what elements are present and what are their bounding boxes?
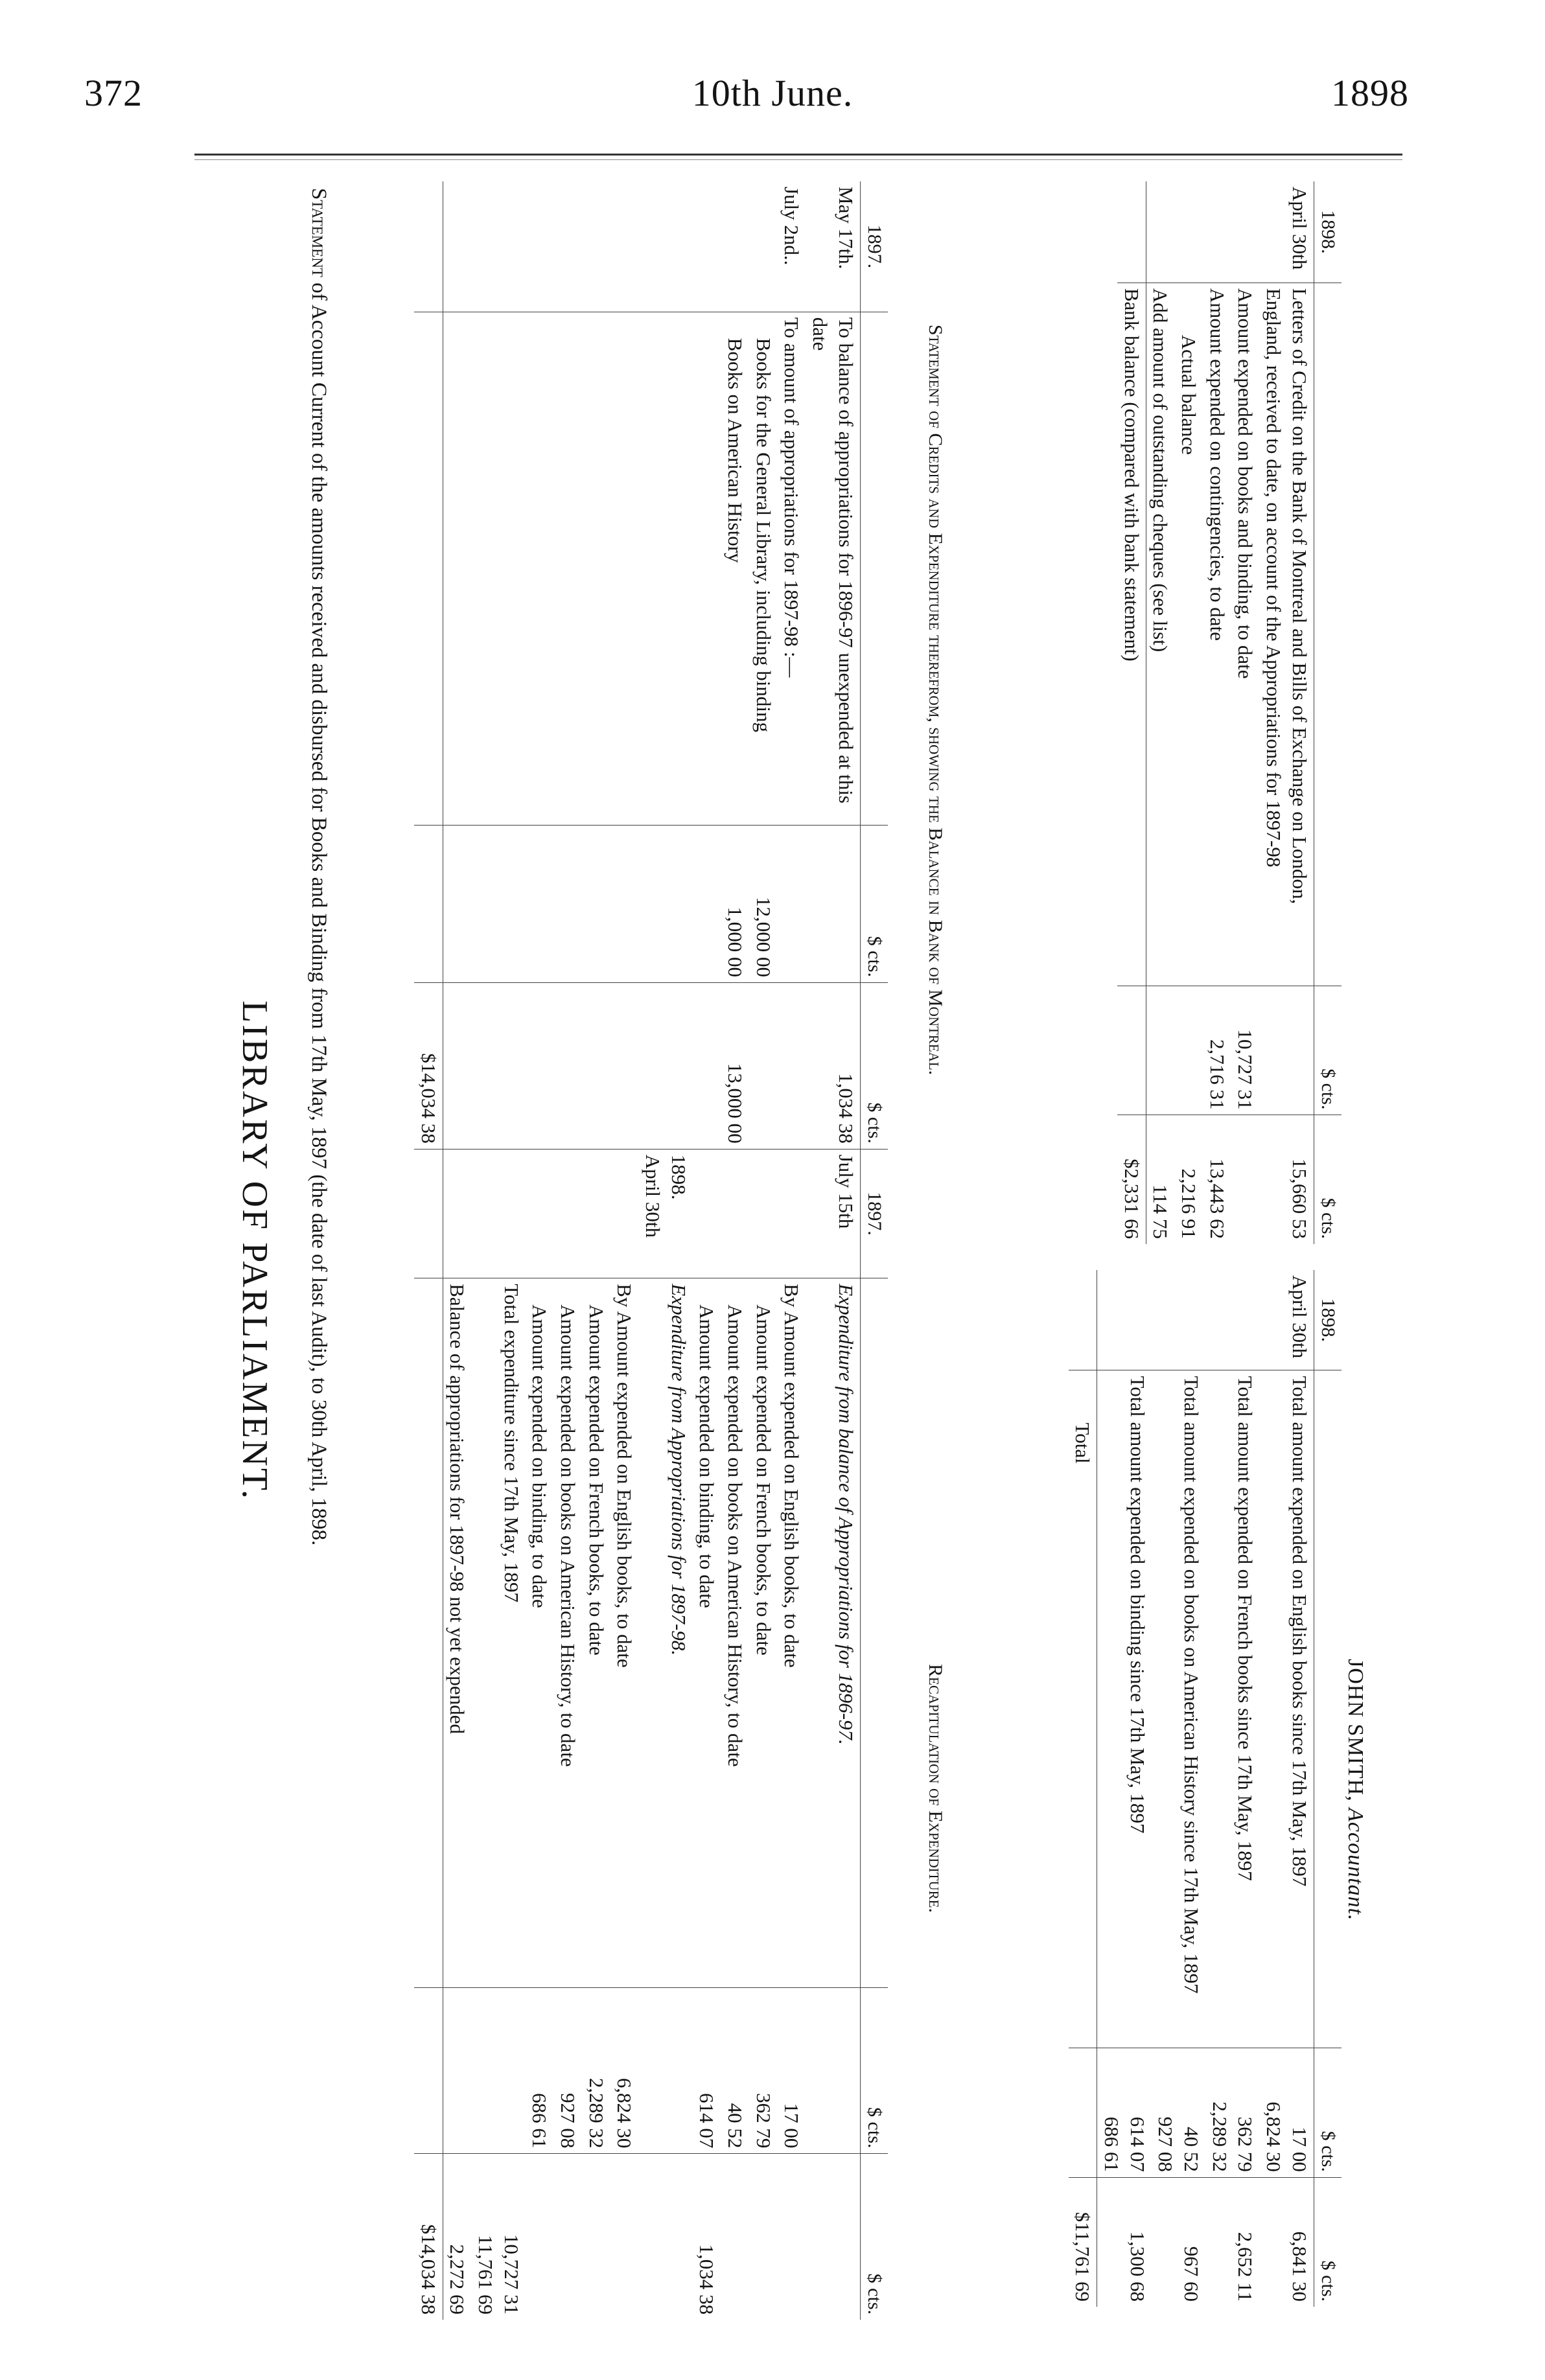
credits-text-4: Actual balance: [1174, 283, 1203, 986]
credits-a-4: [1174, 986, 1203, 1115]
right-text-2-2: Amount expended on French books, to date: [582, 1278, 610, 1987]
credit-col-year: 1897.: [860, 1149, 888, 1278]
right-year-2: 1898.: [667, 1154, 690, 1200]
recap-a2-1: 6,824 30: [1262, 2101, 1285, 2172]
recap-a1-3: 40 52: [1179, 2127, 1203, 2172]
right-heading-2: Expenditure from Appropriations for 1897-98.: [638, 1278, 692, 1987]
recap-a2-3: 927 08: [1154, 2116, 1178, 2172]
right-balance-text: Balance of appropriations for 1897-98 not yet expended: [443, 1278, 471, 1987]
right-a-1-1: 17 00: [778, 1987, 806, 2154]
credits-title-text: of Credits and Expenditure therefrom, showing the Balance in Bank of Montreal.: [925, 406, 946, 1076]
credits-col-year: 1898.: [1318, 210, 1339, 254]
page-date: 10th June.: [691, 72, 854, 114]
page-number: 372: [84, 72, 143, 114]
recap-b-2: 2,652 11: [1205, 2177, 1259, 2307]
right-date-2: [638, 1149, 692, 1278]
recap-b-3: 967 60: [1152, 2177, 1205, 2307]
recap-a-2: [1205, 2048, 1259, 2177]
credits-text-2: Amount expended on books and binding, to date: [1231, 283, 1260, 986]
right-total-exp-b: 10,727 31: [500, 2234, 523, 2315]
left-a-3: 12,000 00: [749, 825, 778, 982]
credits-a-3: 2,716 31: [1203, 986, 1231, 1115]
recap-a2-2: 2,289 32: [1208, 2101, 1231, 2172]
right-balance-value: 2,272 69: [443, 2154, 471, 2320]
col-units-a: $ cts.: [860, 825, 888, 982]
right-text-1-3: Amount expended on books on American History, to date: [721, 1278, 749, 1987]
recap-b-4: 1,300 68: [1097, 2177, 1152, 2307]
recap-col-year: 1898.: [1318, 1298, 1339, 1342]
right-total-exp-value: [471, 2154, 525, 2320]
credits-title-lead: Statement: [925, 324, 946, 406]
left-a-2: [778, 825, 806, 982]
recap-title-text: Recapitulation of Expenditure.: [925, 1664, 946, 1913]
col-particulars: [860, 312, 888, 825]
credit-col-units-a: $ cts.: [860, 1987, 888, 2154]
right-text-1-4: Amount expended on binding, to date: [693, 1278, 721, 1987]
left-total: $14,034 38: [414, 982, 443, 1149]
document-title: LIBRARY OF PARLIAMENT.: [235, 1000, 275, 1501]
signature-name: JOHN SMITH,: [1343, 1659, 1367, 1802]
right-subtotal-1: 1,034 38: [693, 2154, 721, 2320]
left-date-1: May 17th.: [834, 187, 857, 270]
credits-b-4: 2,216 91: [1174, 1115, 1203, 1244]
recap-a-4: [1097, 2048, 1152, 2177]
left-a-1: [806, 825, 860, 982]
recap-a-3: [1152, 2048, 1205, 2177]
left-date-2: July 2nd..: [780, 187, 804, 266]
credits-text-1: Letters of Credit on the Bank of Montreal and Bills of Exchange on London, England, received to date, on account of the Appropriations for 1897-98: [1259, 283, 1314, 986]
right-text-1-1: By Amount expended on English books, to date: [778, 1278, 806, 1987]
recap-col-units-b: $ cts.: [1314, 2177, 1342, 2307]
credit-col-units-b: $ cts.: [860, 2154, 888, 2320]
recap-text-2: Total amount expended on French books since 17th May, 1897: [1205, 1370, 1259, 2048]
recap-a1-4: 614 07: [1126, 2116, 1149, 2172]
right-a-2-2: 2,289 32: [582, 1987, 610, 2154]
right-text-2-3: Amount expended on books on American History, to date: [553, 1278, 582, 1987]
credits-text-5: Add amount of outstanding cheques (see list): [1146, 283, 1174, 986]
left-b-1: 1,034 38: [806, 982, 860, 1149]
left-b-4: 13,000 00: [721, 982, 749, 1149]
credits-b-3: 13,443 62: [1203, 1115, 1231, 1244]
credit-col-particulars: [860, 1278, 888, 1987]
credits-b-6: $2,331 66: [1117, 1115, 1146, 1244]
recap-total-label: Total: [1069, 1370, 1097, 2048]
right-date-1: July 15th: [806, 1149, 860, 1278]
recap-a1-2: 362 79: [1234, 2116, 1257, 2172]
credits-a-6: [1117, 986, 1146, 1115]
document-subtitle: [307, 188, 331, 1545]
recap-total: $11,761 69: [1069, 2177, 1097, 2307]
credits-a-2: 10,727 31: [1231, 986, 1260, 1115]
left-b-2: [778, 982, 806, 1149]
right-date-2-text: April 30th: [641, 1154, 664, 1238]
left-b-3: [749, 982, 778, 1149]
credits-col-units-a: $ cts.: [1314, 986, 1342, 1115]
page-year: 1898: [1331, 72, 1409, 114]
col-year: 1897.: [864, 224, 885, 269]
recap-text-3: Total amount expended on books on American History since 17th May, 1897: [1152, 1370, 1205, 2048]
rotated-content: [143, 168, 1367, 2333]
header-rule-thin: [194, 159, 1402, 160]
credits-b-2: [1231, 1115, 1260, 1244]
recap-a2-4: 686 61: [1100, 2116, 1123, 2172]
recap-table: [1069, 1270, 1342, 2307]
account-current-table: [414, 181, 888, 2320]
credits-text-3: Amount expended on contingencies, to date: [1203, 283, 1231, 986]
header-rule: [194, 154, 1402, 156]
right-total-exp-text: Total expenditure since 17th May, 1897: [471, 1278, 525, 1987]
subtitle-text: of Account Current of the amounts received and disbursed for Books and Binding from 17th May, 1897 (the date of last Audit), to 30th April, 1898.: [307, 277, 331, 1546]
right-text-2-4: Amount expended on binding, to date: [526, 1278, 554, 1987]
recap-col-units-a: $ cts.: [1314, 2048, 1342, 2177]
left-text-1: To balance of appropriations for 1896-97 unexpended at this date: [806, 312, 860, 825]
left-a-4: 1,000 00: [721, 825, 749, 982]
right-a-2-4: 686 61: [526, 1987, 554, 2154]
recap-a-1: [1259, 2048, 1314, 2177]
right-total: $14,034 38: [414, 2154, 443, 2320]
credits-text-6: Bank balance (compared with bank statement): [1117, 283, 1146, 986]
recap-text-1: Total amount expended on English books since 17th May, 1897: [1259, 1370, 1314, 2048]
col-units-b: $ cts.: [860, 982, 888, 1149]
recap-date: April 30th: [1288, 1275, 1311, 1359]
credits-b-5: 114 75: [1146, 1115, 1174, 1244]
credits-table: [1117, 181, 1342, 1244]
right-text-1-2: Amount expended on French books, to date: [749, 1278, 778, 1987]
right-total-exp-b2: 11,761 69: [474, 2235, 497, 2315]
right-heading-1: Expenditure from balance of Appropriations for 1896-97.: [806, 1278, 860, 1987]
recap-a1-1: 17 00: [1288, 2127, 1311, 2172]
recap-text-4: Total amount expended on binding since 17th May, 1897: [1097, 1370, 1152, 2048]
recap-title: [924, 1270, 946, 2307]
left-text-4: Books on American History: [721, 312, 749, 825]
right-a-2-1: 6,824 30: [610, 1987, 639, 2154]
credits-title: [924, 181, 946, 1218]
right-a-1-3: 40 52: [721, 1987, 749, 2154]
credits-a-1: [1259, 986, 1314, 1115]
credits-col-units-b: $ cts.: [1314, 1115, 1342, 1244]
subtitle-lead: Statement: [307, 188, 331, 277]
left-text-3: Books for the General Library, including binding: [749, 312, 778, 825]
credits-b-1: 15,660 53: [1259, 1115, 1314, 1244]
credits-date: April 30th: [1288, 187, 1311, 270]
right-text-2-1: By Amount expended on English books, to date: [610, 1278, 639, 1987]
right-a-1-4: 614 07: [693, 1987, 721, 2154]
left-text-2: To amount of appropriations for 1897-98 :—: [778, 312, 806, 825]
signature-role: Accountant.: [1343, 1808, 1367, 1921]
recap-b-1: 6,841 30: [1259, 2177, 1314, 2307]
right-a-2-3: 927 08: [553, 1987, 582, 2154]
signature: [1343, 1659, 1367, 1921]
credits-a-5: [1146, 986, 1174, 1115]
right-a-1-2: 362 79: [749, 1987, 778, 2154]
